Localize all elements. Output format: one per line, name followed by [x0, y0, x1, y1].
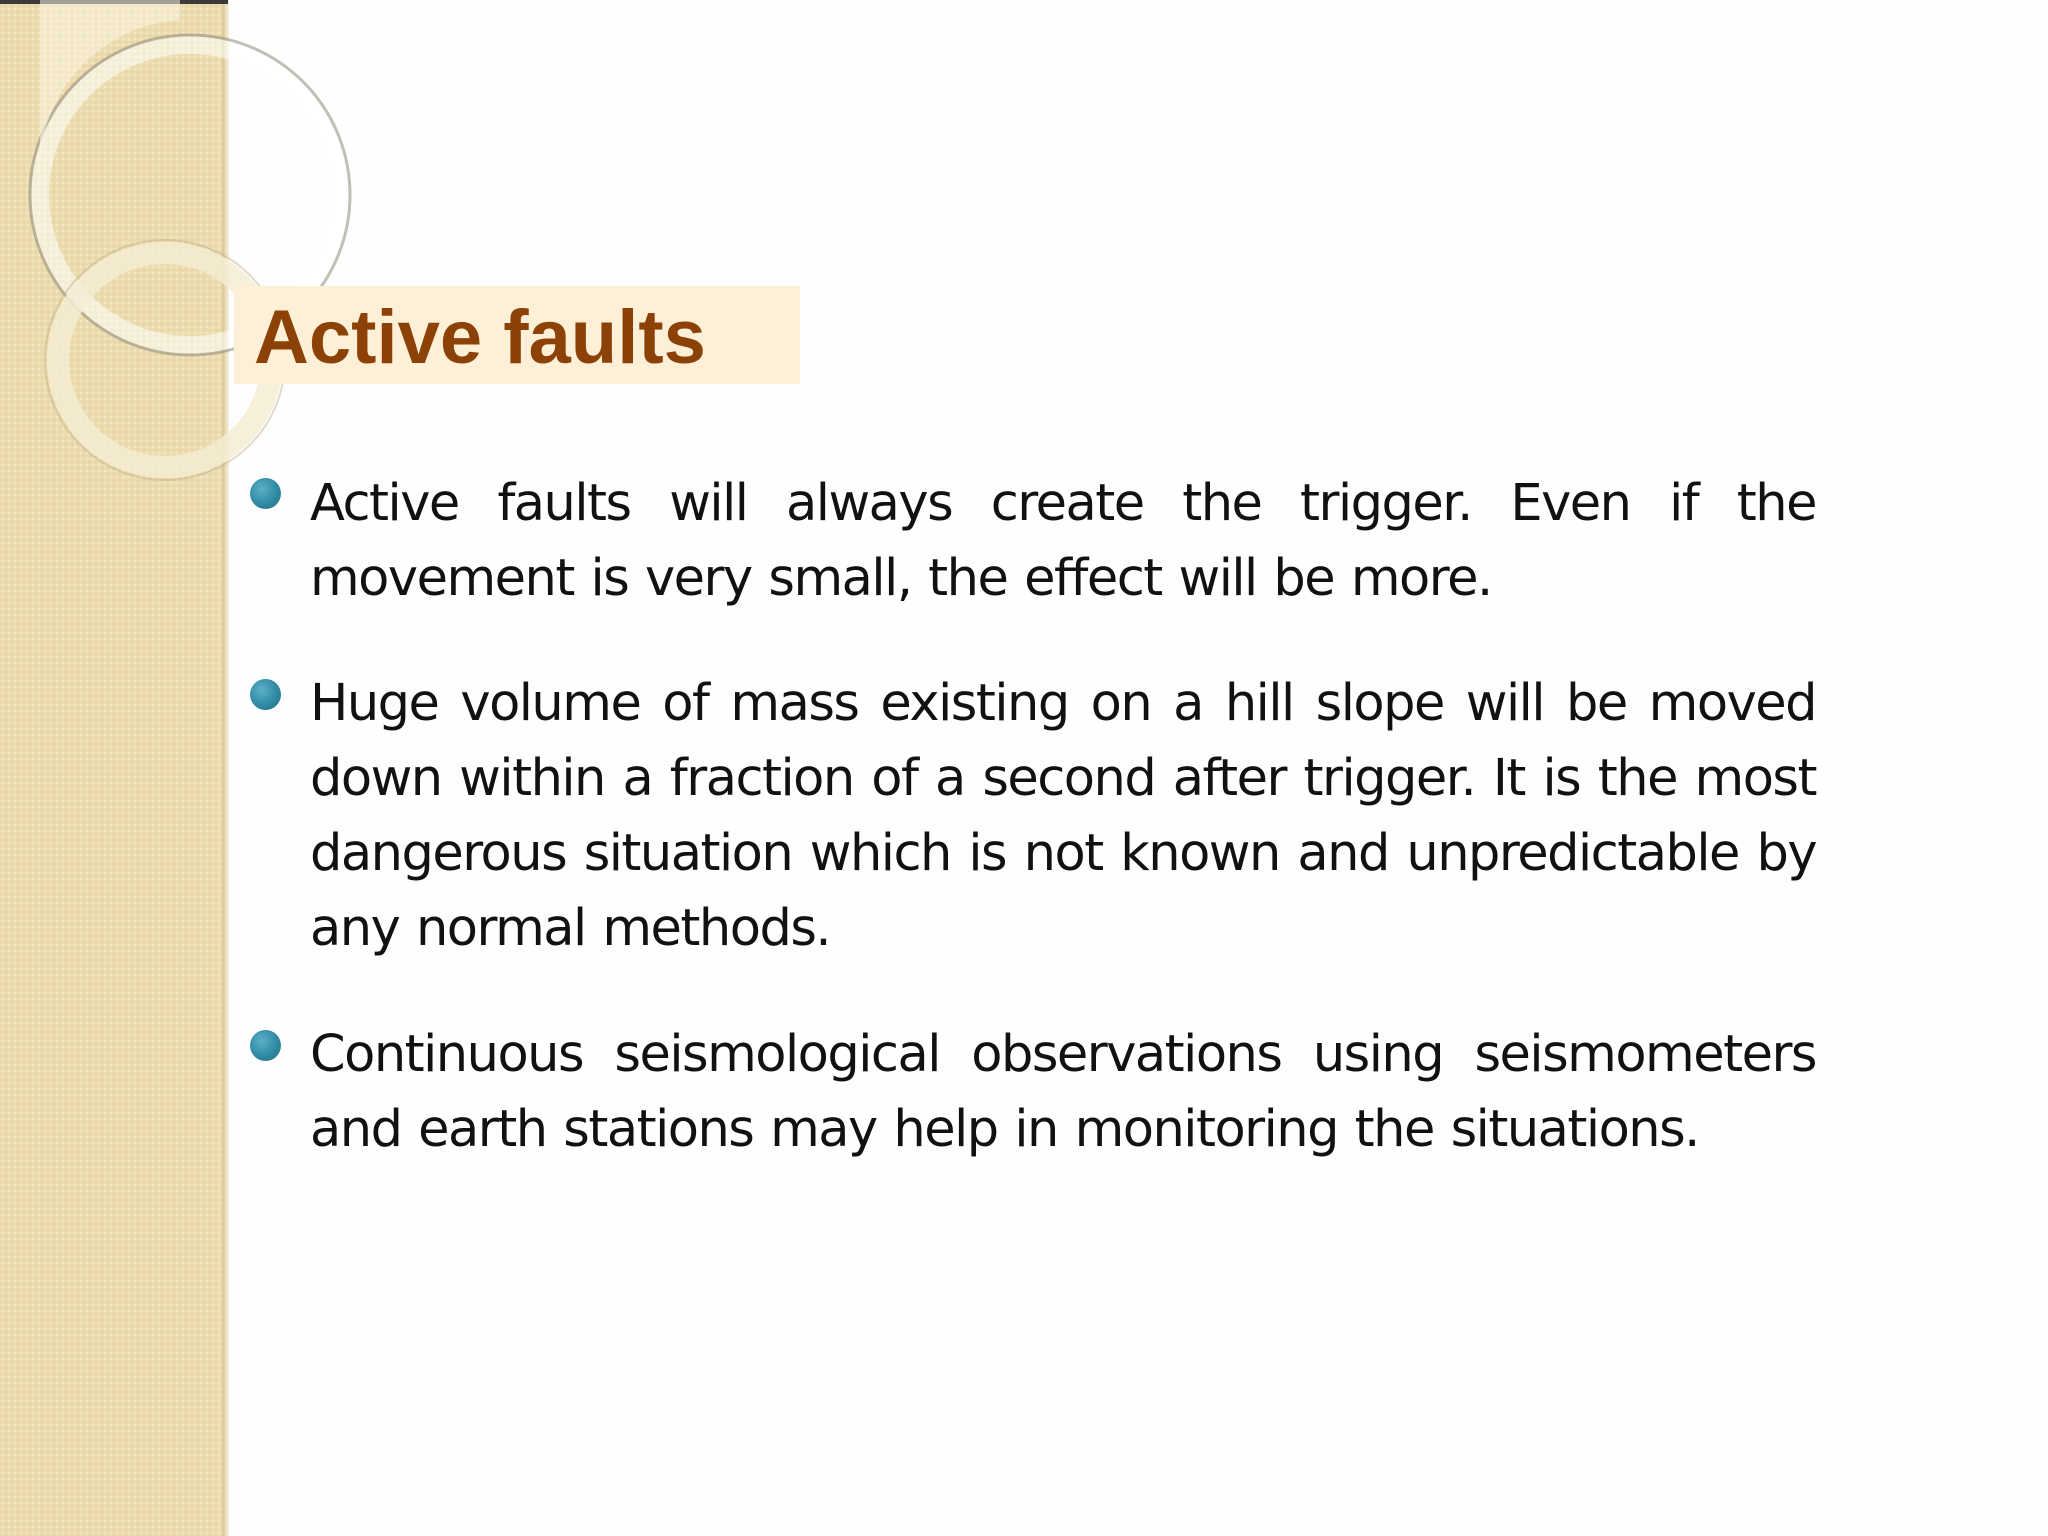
bullet-dot-icon — [250, 679, 281, 710]
bullet-dot-icon — [250, 1030, 281, 1061]
decorative-circles — [0, 0, 420, 520]
slide-title: Active faults — [254, 295, 706, 380]
bullet-text: Continuous seismological observations using seismometers and earth stations may help in monitoring the situations. — [310, 1025, 1816, 1159]
bullet-text: Huge volume of mass existing on a hill slope will be moved down within a fraction of a second after trigger. It is the most dangerous situation which is not known and unpredictable by any normal methods. — [310, 674, 1816, 958]
bullet-text: Active faults will always create the trigger. Even if the movement is very small, the effect will be more. — [310, 474, 1816, 608]
light-crescent — [40, 0, 180, 175]
bullet-dot-icon — [250, 478, 281, 509]
